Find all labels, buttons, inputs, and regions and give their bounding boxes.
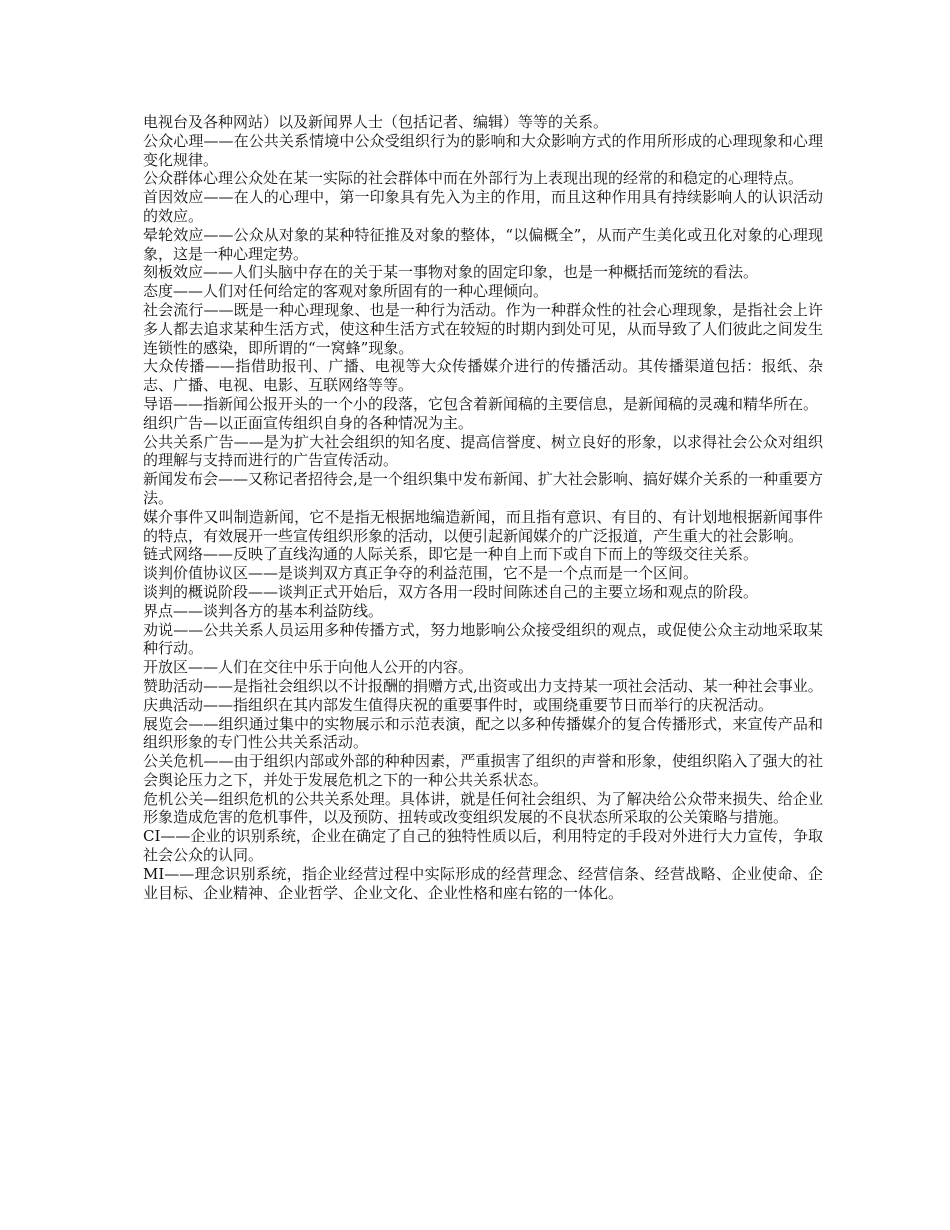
paragraph-persuasion: 劝说——公共关系人员运用多种传播方式，努力地影响公众接受组织的观点，或促使公众主动地采取某种行动。 [143,620,823,658]
paragraph-open-area: 开放区——人们在交往中乐于向他人公开的内容。 [143,658,474,677]
document-page [143,113,823,902]
paragraph-primacy-effect: 首因效应——在人的心理中，第一印象具有先入为主的作用，而且这种作用具有持续影响人的认识活动的效应。 [143,188,823,225]
paragraph-mi: MI——理念识别系统，指企业经营过程中实际形成的经营理念、经营信条、经营战略、企业使命、企业目标、企业精神、企业哲学、企业文化、企业性格和座右铭的一体化。 [143,864,823,902]
paragraph-exhibition: 展览会——组织通过集中的实物展示和示范表演，配之以多种传播媒介的复合传播形式，来宣传产品和组织形象的专门性公共关系活动。 [143,714,823,752]
paragraph-halo-effect: 晕轮效应——公众从对象的某种特征推及对象的整体，“以偏概全”，从而产生美化或丑化对象的心理现象，这是一种心理定势。 [143,225,823,263]
paragraph-ci: CI——企业的识别系统，企业在确定了自己的独特性质以后，利用特定的手段对外进行大力宣传，争取社会公众的认同。 [143,827,823,865]
paragraph-media-event: 媒介事件又叫制造新闻，它不是指无根据地编造新闻，而且指有意识、有目的、有计划地根据新闻事件的特点，有效展开一些宣传组织形象的活动，以便引起新闻媒介的广泛报道，产生重大的社会影响。 [143,507,823,545]
paragraph-crisis-pr: 危机公关—组织危机的公共关系处理。具体讲，就是任何社会组织、为了解决给公众带来损失、给企业形象造成危害的危机事件，以及预防、扭转或改变组织发展的不良状态所采取的公关策略与措施。 [143,789,823,827]
paragraph-negotiation-stage: 谈判的概说阶段——谈判正式开始后，双方各用一段时间陈述自己的主要立场和观点的阶段。 [143,582,759,601]
paragraph-limit-point: 界点——谈判各方的基本利益防线。 [143,601,384,620]
paragraph-pr-crisis: 公关危机——由于组织内部或外部的种种因素，严重损害了组织的声誉和形象，使组织陷入了强大的社会舆论压力之下，并处于发展危机之下的一种公共关系状态。 [143,752,823,789]
paragraph-social-fashion: 社会流行——既是一种心理现象、也是一种行为活动。作为一种群众性的社会心理现象，是指社会上许多人都去追求某种生活方式，使这种生活方式在较短的时期内到处可见，从而导致了人们彼此之间发生连锁性的感染，即所谓的“一窝蜂”现象。 [143,300,823,357]
paragraph-organization-ad: 组织广告—以正面宣传组织自身的各种情况为主。 [143,413,474,432]
paragraph-public-psychology: 公众心理——在公共关系情境中公众受组织行为的影响和大众影响方式的作用所形成的心理现象和心理变化规律。 [143,131,823,169]
paragraph-mass-communication: 大众传播——指借助报刊、广播、电视等大众传播媒介进行的传播活动。其传播渠道包括：报纸、杂志、广播、电视、电影、互联网络等等。 [143,357,823,395]
paragraph-media-relations: 电视台及各种网站）以及新闻界人士（包括记者、编辑）等等的关系。 [143,113,609,131]
paragraph-news-lead: 导语——指新闻公报开头的一个小的段落，它包含着新闻稿的主要信息，是新闻稿的灵魂和精华所在。 [143,394,819,413]
paragraph-pr-ad: 公共关系广告——是为扩大社会组织的知名度、提高信誉度、树立良好的形象，以求得社会公众对组织的理解与支持而进行的广告宣传活动。 [143,432,823,470]
paragraph-sponsorship: 赞助活动——是指社会组织以不计报酬的捐赠方式,出资或出力支持某一项社会活动、某一种社会事业。 [143,676,823,695]
paragraph-chain-network: 链式网络——反映了直线沟通的人际关系，即它是一种自上而下或自下而上的等级交往关系。 [143,545,759,564]
paragraph-celebration: 庆典活动——指组织在其内部发生值得庆祝的重要事件时，或围绕重要节日而举行的庆祝活动。 [143,695,774,714]
paragraph-attitude: 态度——人们对任何给定的客观对象所固有的一种心理倾向。 [143,282,549,301]
paragraph-stereotype-effect: 刻板效应——人们头脑中存在的关于某一事物对象的固定印象，也是一种概括而笼统的看法。 [143,263,759,282]
paragraph-group-psychology: 公众群体心理公众处在某一实际的社会群体中而在外部行为上表现出现的经常的和稳定的心理特点。 [143,169,804,188]
paragraph-negotiation-zone: 谈判价值协议区——是谈判双方真正争夺的利益范围，它不是一个点而是一个区间。 [143,564,699,583]
paragraph-press-conference: 新闻发布会——又称记者招待会,是一个组织集中发布新闻、扩大社会影响、搞好媒介关系的一种重要方法。 [143,470,823,507]
